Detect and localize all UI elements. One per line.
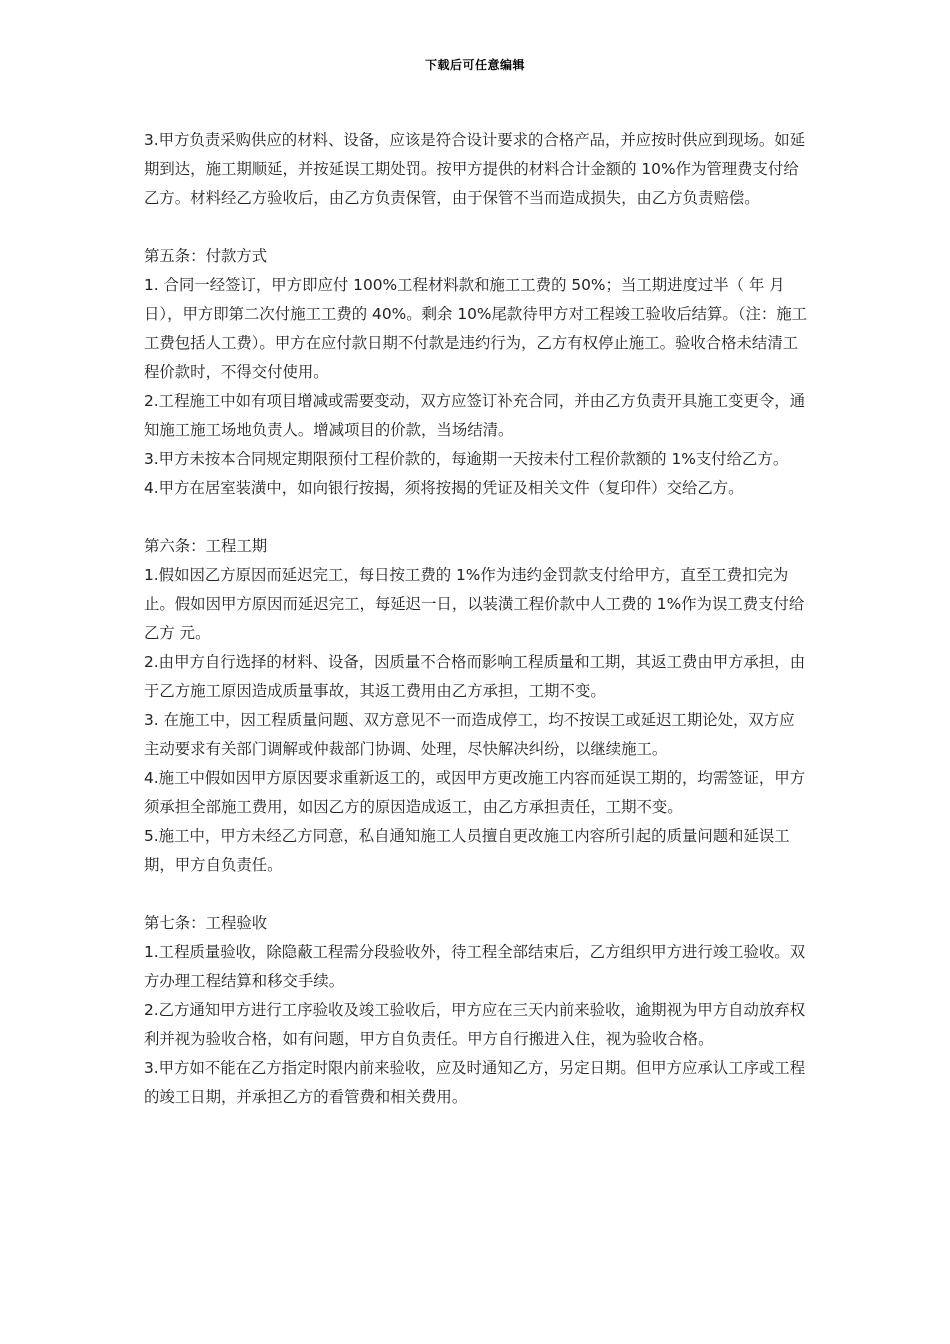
clause-paragraph: 2.由甲方自行选择的材料、设备，因质量不合格而影响工程质量和工期，其返工费由甲方承担，由于乙方施工原因造成质量事故，其返工费用由乙方承担，工期不变。 [144,653,806,700]
clause-paragraph: 3.甲方未按本合同规定期限预付工程价款的，每逾期一天按未付工程价款额的 1%支付给乙方。 [144,450,789,468]
clause-paragraph: 2.乙方通知甲方进行工序验收及竣工验收后，甲方应在三天内前来验收，逾期视为甲方自动放弃权利并视为验收合格，如有问题，甲方自负责任。甲方自行搬进入住，视为验收合格。 [144,1001,806,1048]
clause-paragraph: 3. 在施工中，因工程质量问题、双方意见不一而造成停工，均不按误工或延迟工期论处，双方应主动要求有关部门调解或仲裁部门协调、处理，尽快解决纠纷，以继续施工。 [144,711,795,758]
clause-paragraph: 3.甲方如不能在乙方指定时限内前来验收，应及时通知乙方，另定日期。但甲方应承认工序或工程的竣工日期，并承担乙方的看管费和相关费用。 [144,1059,806,1106]
section-title: 第六条：工程工期 [144,537,268,555]
clause-paragraph: 4.甲方在居室装潢中，如向银行按揭，须将按揭的凭证及相关文件（复印件）交给乙方。 [144,479,744,497]
page-header: 下载后可任意编辑 [424,58,525,72]
clause-paragraph: 1.假如因乙方原因而延迟完工，每日按工费的 1%作为违约金罚款支付给甲方，直至工费扣完为止。假如因甲方原因而延迟完工，每延迟一日，以装潢工程价款中人工费的 1%作为误工费支付给乙方 元。 [144,566,805,642]
clause-paragraph: 5.施工中，甲方未经乙方同意，私自通知施工人员擅自更改施工内容所引起的质量问题和延误工期，甲方自负责任。 [144,827,790,874]
clause-paragraph: 4.施工中假如因甲方原因要求重新返工的，或因甲方更改施工内容而延误工期的，均需签证，甲方须承担全部施工费用，如因乙方的原因造成返工，由乙方承担责任，工期不变。 [144,769,806,816]
clause-paragraph: 3.甲方负责采购供应的材料、设备，应该是符合设计要求的合格产品，并应按时供应到现场。如延期到达，施工期顺延，并按延误工期处罚。按甲方提供的材料合计金额的 10%作为管理费支付给乙方。材料经乙方验收后，由乙方负责保管，由于保管不当而造成损失，由乙方负责赔偿。 [144,131,806,207]
clause-paragraph: 2.工程施工中如有项目增减或需要变动，双方应签订补充合同，并由乙方负责开具施工变更令，通知施工施工场地负责人。增减项目的价款，当场结清。 [144,392,806,439]
clause-paragraph: 1. 合同一经签订，甲方即应付 100%工程材料款和施工工费的 50%；当工期进度过半（ 年 月 日），甲方即第二次付施工工费的 40%。剩余 10%尾款待甲方对工程竣工验收后结算。（注：施工工费包括人工费）。甲方在应付款日期不付款是违约行为，乙方有权停止施工。验收合格未结清工程价款时，不得交付使用。 [144,276,808,381]
document-body [144,126,808,1112]
clause-paragraph: 1.工程质量验收，除隐蔽工程需分段验收外，待工程全部结束后，乙方组织甲方进行竣工验收。双方办理工程结算和移交手续。 [144,943,806,990]
section-title: 第五条：付款方式 [144,247,268,265]
section-title: 第七条：工程验收 [144,914,268,932]
